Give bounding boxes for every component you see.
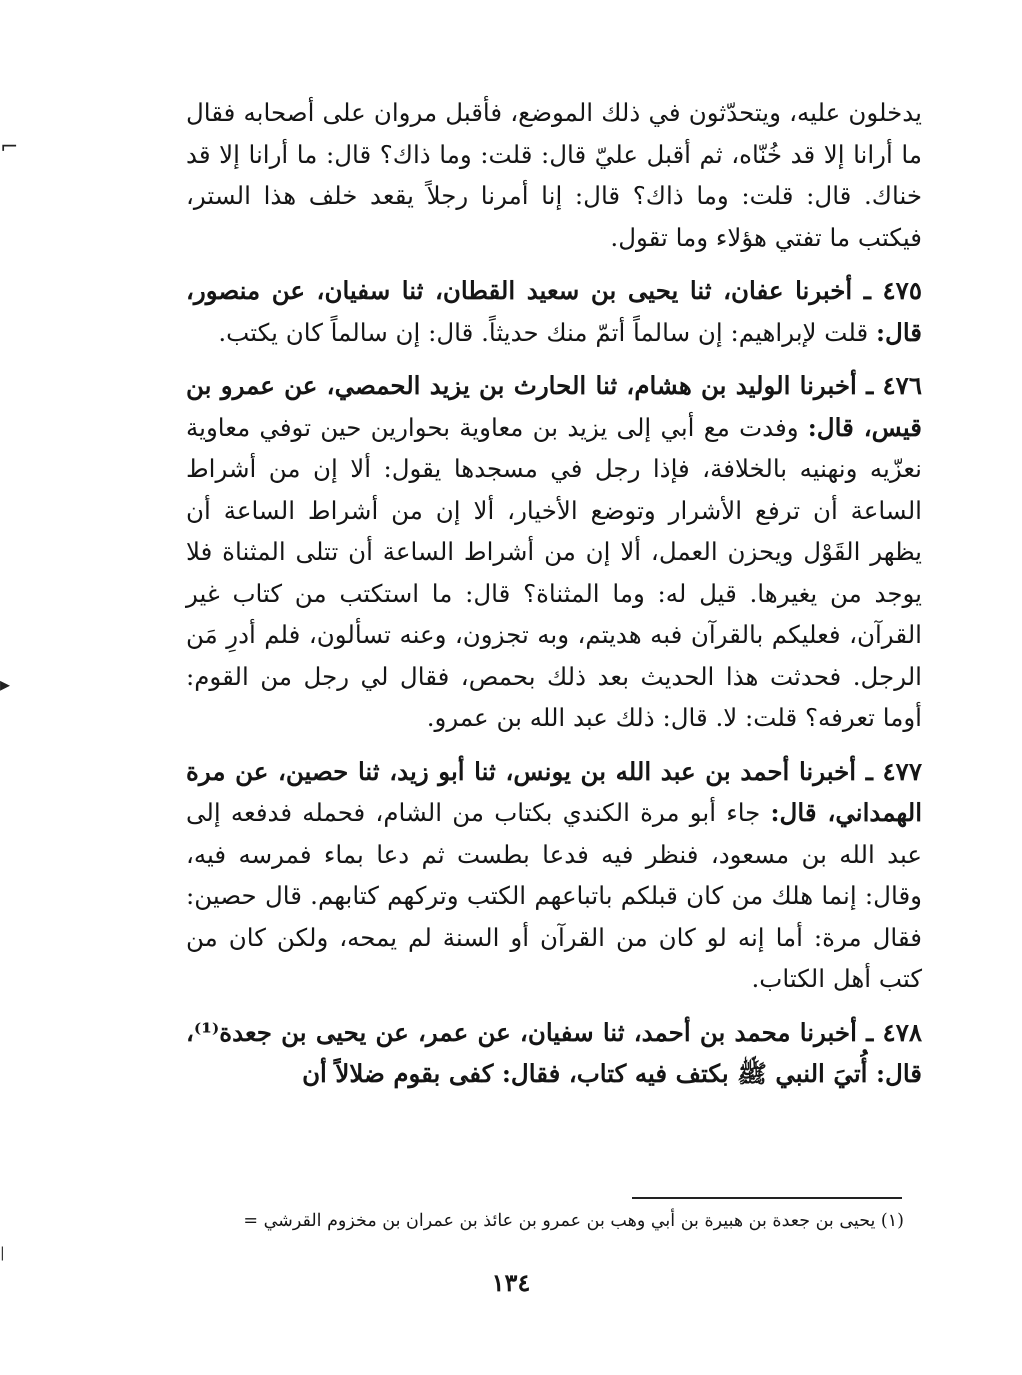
- footnote: (١) يحيى بن جعدة بن هبيرة بن أبي وهب بن عمرو بن عائذ بن عمران بن مخزوم القرشي =: [243, 1211, 904, 1231]
- hadith-478: [186, 1012, 922, 1095]
- margin-mark: |: [0, 1245, 5, 1261]
- paragraph-continuation: [186, 92, 922, 258]
- hadith-isnad: ٤٧٦ ـ أخبرنا الوليد بن هشام، ثنا الحارث بن يزيد الحمصي، عن عمرو بن قيس، قال:: [186, 371, 922, 442]
- page-body: [186, 92, 922, 1095]
- hadith-text: قلت لإبراهيم: إن سالماً أتمّ منك حديثاً. قال: إن سالماً كان يكتب.: [218, 317, 876, 347]
- footnote-divider: [632, 1197, 902, 1199]
- hadith-477: [186, 751, 922, 1000]
- margin-mark: ▸: [0, 672, 11, 696]
- page-number: ١٣٤: [491, 1268, 531, 1297]
- hadith-text: جاء أبو مرة الكندي بكتاب من الشام، فحمله فدفعه إلى عبد الله بن مسعود، فنظر فيه فدعا بطست ثم دعا بماء فمرسه فيه، وقال: إنما هلك من كان قبلكم باتباعهم الكتب وتركهم كتابهم. قال حصين: فقال مرة: أما إنه لو كان من القرآن أو السنة لم يمحه، ولكن كان من كتب أهل الكتاب.: [186, 798, 922, 993]
- hadith-text: وفدت مع أبي إلى يزيد بن معاوية بحوارين حين توفي معاوية نعزّيه ونهنيه بالخلافة، فإذا رجل في مسجدها يقول: ألا إن من أشراط الساعة أن ترفع الأشرار وتوضع الأخيار، ألا إن من أشراط الساعة أن يظهر القَوْل ويحزن العمل، ألا إن من أشراط الساعة أن تتلى المثناة فلا يوجد من يغيرها. قيل له: وما المثناة؟ قال: ما استكتب من كتاب غير القرآن، فعليكم بالقرآن فبه هديتم، وبه تجزون، وعنه تسألون، فلم أدرِ مَن الرجل. فحدثت هذا الحديث بعد ذلك بحمص، فقال لي رجل من القوم: أوما تعرفه؟ قلت: لا. قال: ذلك عبد الله بن عمرو.: [186, 412, 922, 732]
- hadith-isnad: ٤٧٧ ـ أخبرنا أحمد بن عبد الله بن يونس، ثنا أبو زيد، ثنا حصين، عن مرة الهمداني، قال:: [186, 756, 923, 827]
- margin-mark: ⌐: [0, 135, 19, 160]
- hadith-476: [186, 365, 922, 739]
- hadith-isnad: ٤٧٨ ـ أخبرنا محمد بن أحمد، ثنا سفيان، عن عمر، عن يحيى بن جعدة⁽¹⁾، قال: أُتيَ النبي ﷺ بكتف فيه كتاب، فقال: كفى بقوم ضلالاً أن: [186, 1017, 923, 1088]
- hadith-isnad: ٤٧٥ ـ أخبرنا عفان، ثنا يحيى بن سعيد القطان، ثنا سفيان، عن منصور، قال:: [186, 276, 922, 347]
- hadith-475: [186, 270, 922, 353]
- paragraph-text: يدخلون عليه، ويتحدّثون في ذلك الموضع، فأقبل مروان على أصحابه فقال ما أرانا إلا قد خُنّاه، ثم أقبل عليّ قال: قلت: وما ذاك؟ قال: ما أرانا إلا قد خناك. قال: قلت: وما ذاك؟ قال: إنا أمرنا رجلاً يقعد خلف هذا الستر، فيكتب ما تفتي هؤلاء وما تقول.: [186, 98, 922, 252]
